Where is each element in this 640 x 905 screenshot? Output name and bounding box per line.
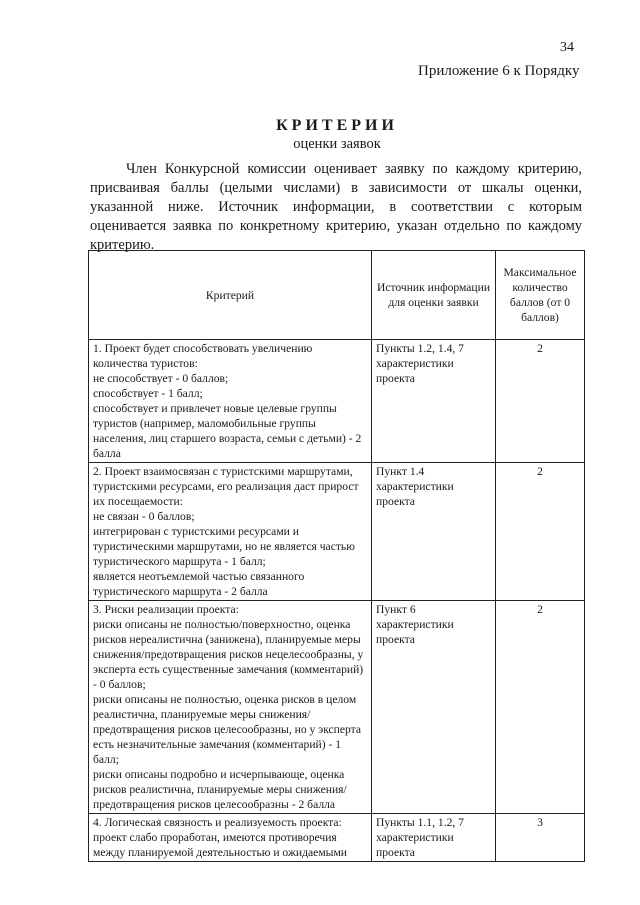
page-number: 34 bbox=[560, 40, 574, 55]
criteria-table bbox=[88, 250, 585, 862]
document-subtitle: оценки заявок bbox=[293, 136, 381, 152]
title-block bbox=[92, 116, 582, 153]
score-cell: 2 bbox=[496, 601, 585, 814]
document-title: КРИТЕРИИ bbox=[276, 117, 398, 134]
table-row bbox=[89, 814, 585, 862]
table-header-row bbox=[89, 251, 585, 340]
score-cell: 3 bbox=[496, 814, 585, 862]
criterion-cell: 2. Проект взаимосвязан с туристскими маршрутами, туристскими ресурсами, его реализация даст прирост их посещаемости: не связан - 0 баллов; интегрирован с туристскими ресурсами и туристическими маршрутами, но не является частью туристического маршрута - 1 балл; является неотъемлемой частью связанного туристического маршрута - 2 балла bbox=[89, 463, 372, 601]
criterion-cell: 3. Риски реализации проекта: риски описаны не полностью/поверхностно, оценка рисков нереалистична (занижена), планируемые меры снижения/предотвращения рисков нецелесообразны, у эксперта есть существенные замечания (комментарий) - 0 баллов; риски описаны не полностью, оценка рисков в целом реалистична, планируемые меры снижения/предотвращения рисков целесообразны, но у эксперта есть незначительные замечания (комментарий) - 1 балл; риски описаны подробно и исчерпывающе, оценка рисков реалистична, планируемые меры снижения/предотвращения рисков целесообразны - 2 балла bbox=[89, 601, 372, 814]
table-row bbox=[89, 601, 585, 814]
source-cell: Пункт 1.4 характеристики проекта bbox=[372, 463, 496, 601]
score-cell: 2 bbox=[496, 463, 585, 601]
intro-paragraph: Член Конкурсной комиссии оценивает заявку по каждому критерию, присваивая баллы (целыми числами) в зависимости от шкалы оценки, указанной ниже. Источник информации, в соответствии с которым оценивается заявка по конкретному критерию, указан отдельно по каждому критерию. bbox=[90, 161, 582, 253]
source-cell: Пункты 1.2, 1.4, 7 характеристики проекта bbox=[372, 340, 496, 463]
table-row bbox=[89, 463, 585, 601]
header-score: Максимальное количество баллов (от 0 баллов) bbox=[496, 251, 585, 340]
source-cell: Пункты 1.1, 1.2, 7 характеристики проекта bbox=[372, 814, 496, 862]
header-source: Источник информации для оценки заявки bbox=[372, 251, 496, 340]
criterion-cell: 4. Логическая связность и реализуемость проекта: проект слабо проработан, имеются противоречия между планируемой деятельностью и ожидаемыми bbox=[89, 814, 372, 862]
source-cell: Пункт 6 характеристики проекта bbox=[372, 601, 496, 814]
criterion-cell: 1. Проект будет способствовать увеличению количества туристов: не способствует - 0 баллов; способствует - 1 балл; способствует и привлечет новые целевые группы туристов (например, маломобильные группы населения, лиц старшего возраста, семьи с детьми) - 2 балла bbox=[89, 340, 372, 463]
header-criterion: Критерий bbox=[89, 251, 372, 340]
score-cell: 2 bbox=[496, 340, 585, 463]
table-row bbox=[89, 340, 585, 463]
appendix-label: Приложение 6 к Порядку bbox=[418, 63, 580, 79]
